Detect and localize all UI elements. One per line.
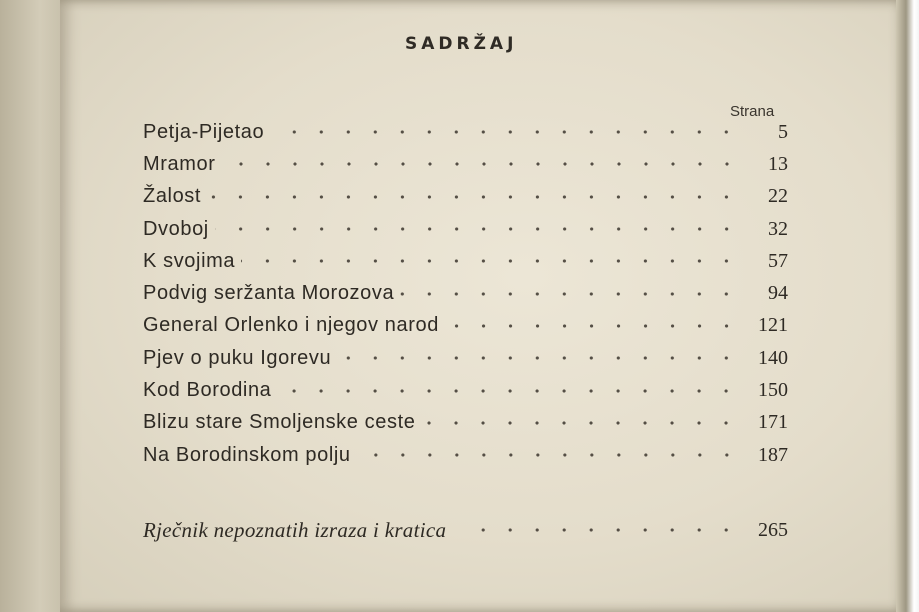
right-page-edge [896, 0, 919, 612]
page-column-header: Strana [730, 103, 775, 120]
dot-leader [400, 284, 744, 304]
dot-leader [357, 445, 744, 465]
dot-leader [241, 251, 744, 271]
toc-appendix-entry [143, 514, 788, 546]
toc-entry-title: Podvig seržanta Morozova [143, 282, 395, 305]
dot-leader [277, 381, 744, 401]
dot-leader [215, 219, 744, 239]
toc-entry-title: Na Borodinskom polju [143, 443, 351, 466]
table-of-contents [143, 116, 788, 471]
appendix-page: 265 [758, 518, 788, 541]
toc-entry-title: Blizu stare Smoljenske ceste [143, 411, 416, 434]
dot-leader [445, 316, 744, 336]
toc-entry-title: Petja-Pijetao [143, 120, 265, 143]
toc-entry-title: General Orlenko i njegov narod [143, 314, 439, 337]
toc-entry-title: Žalost [143, 185, 202, 208]
toc-entry-page: 57 [768, 249, 788, 272]
toc-entry [143, 407, 788, 439]
dot-leader [337, 348, 744, 368]
toc-entry [143, 148, 788, 180]
toc-entry-page: 171 [758, 411, 788, 434]
toc-entry [143, 277, 788, 309]
toc-entry-title: Dvoboj [143, 217, 209, 240]
toc-entry-title: Mramor [143, 152, 216, 175]
toc-entry-title: Pjev o puku Igorevu [143, 346, 332, 369]
toc-entry-page: 5 [778, 120, 788, 143]
dot-leader [222, 154, 745, 174]
toc-entry-page: 140 [758, 346, 788, 369]
toc-entry [143, 310, 788, 342]
toc-entry [143, 374, 788, 406]
dot-leader [270, 122, 744, 142]
contents-title: SADRŽAJ [405, 34, 518, 54]
toc-entry [143, 181, 788, 213]
toc-entry-title: Kod Borodina [143, 379, 272, 402]
toc-entry [143, 116, 788, 148]
appendix-title: Rječnik nepoznatih izraza i kratica [143, 517, 447, 542]
toc-entry-page: 32 [768, 217, 788, 240]
toc-entry [143, 342, 788, 374]
toc-entry-title: K svojima [143, 249, 236, 272]
dot-leader [464, 520, 744, 540]
dot-leader [421, 413, 744, 433]
dot-leader [207, 187, 744, 207]
toc-entry [143, 213, 788, 245]
toc-entry [143, 245, 788, 277]
toc-entry [143, 439, 788, 471]
toc-entry-page: 187 [758, 443, 788, 466]
toc-entry-page: 94 [768, 282, 788, 305]
toc-entry-page: 13 [768, 152, 788, 175]
toc-entry-page: 121 [758, 314, 788, 337]
toc-entry-page: 150 [758, 379, 788, 402]
toc-entry-page: 22 [768, 185, 788, 208]
